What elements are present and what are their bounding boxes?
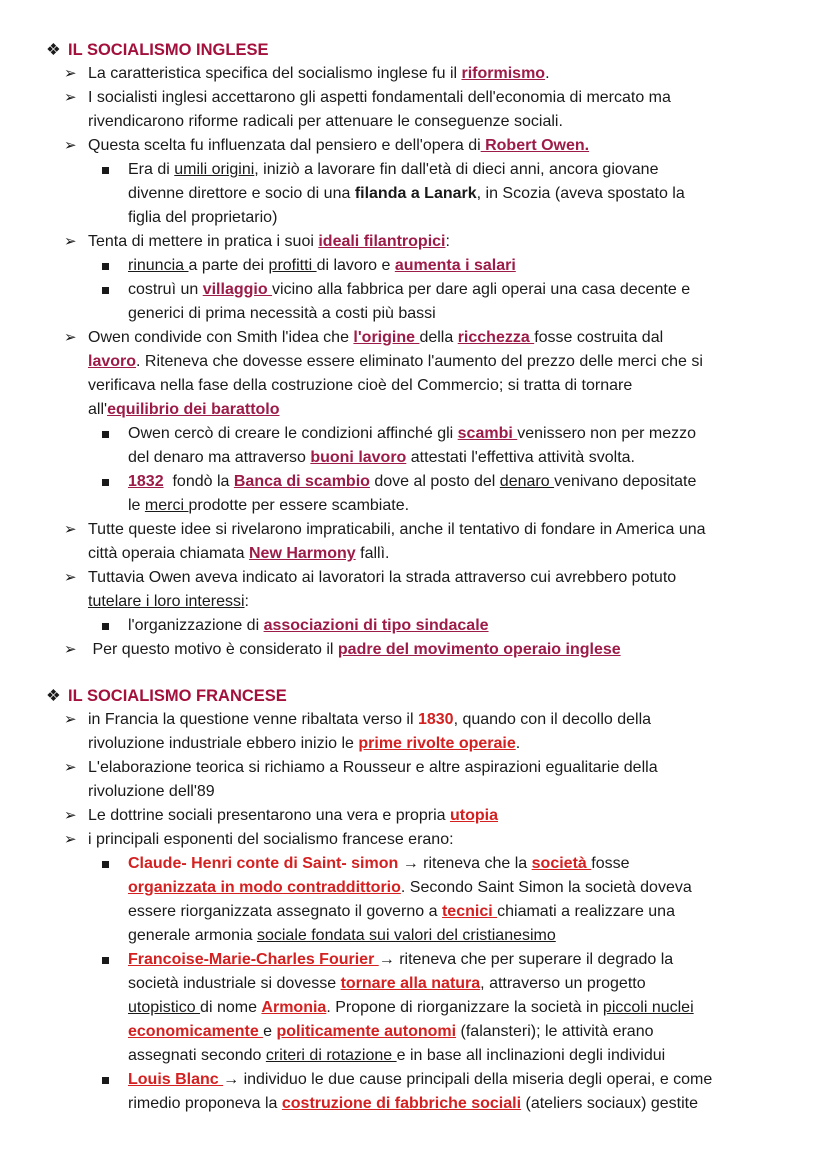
square-bullet-icon — [102, 263, 109, 270]
arrow-bullet-icon: ➢ — [64, 759, 77, 776]
arrow-bullet-icon: ➢ — [64, 233, 77, 250]
document-page: ❖ IL SOCIALISMO INGLESE ➢ La caratteristica specifica del socialismo inglese fu il riformismo. ➢ I socialisti inglesi accettarono gli aspetti fondamentali dell'economia di mercato ma rivendicarono riforme radicali per attenuare le conseguenze sociali. ➢ Questa scelta fu influenzata dal pensiero e dell'opera di Robert Owen. Era di umili origini, iniziò a lavorare fin dall'età di dieci anni, ancora giovane divenne direttore e socio di una filanda a Lanark, in Scozia (aveva spostato la figlia del proprietario) ➢ Tenta di mettere in pratica i suoi ideali filantropici: rinuncia a parte dei profitti di lavoro e aumenta i salari costruì un villaggio vicino alla fabbrica per dare agli operai una casa decente e generici di prima necessità a costi più bassi ➢ Owen condivide con Smith l'idea che l'origine della ricchezza fosse costruita dal lavoro. Riteneva che dovesse essere eliminato l'aumento del prezzo delle merci che si verificava nella fase della costruzione cioè del Commercio; si tratta di tornare all'equilibrio dei barattolo Owen cercò di creare le condizioni affinché gli scambi venissero non per mezzo del denaro ma attraverso buoni lavoro attestati l'effettiva attività svolta. 1832 fondò la Banca di scambio dove al posto del denaro venivano depositate le merci prodotte per essere scambiate. ➢ Tutte queste idee si rivelarono impraticabili, anche il tentativo di fondare in America una città operaia chiamata New Harmony fallì. ➢ Tuttavia Owen aveva indicato ai lavoratori la strada attraverso cui avrebbero potuto tutelare i loro interessi: l'organizzazione di associazioni di tipo sindacale ➢ Per questo motivo è considerato il padre del movimento operaio inglese ❖ IL SOCIALISMO FRANCESE ➢ in Francia la questione venne ribaltata verso il 1830, quando con il decollo della rivoluzione industriale ebbero inizio le prime rivolte operaie. ➢ L'elaborazione teorica si richiamo a Rousseur e altre aspirazioni egualitarie della rivoluzione dell'89 ➢ Le dottrine sociali presentarono una vera e propria utopia ➢ i principali esponenti del socialismo francese erano: Claude- Henri conte di Saint- simon → riteneva che la società fosse organizzata in modo contraddittorio. Secondo Saint Simon la società doveva essere riorganizzata assegnato il governo a tecnici chiamati a realizzare una generale armonia sociale fondata sui valori del cristianesimo Francoise-Marie-Charles Fourier → riteneva che per superare il degrado la società industriale si dovesse tornare alla natura, attraverso un progetto utopistico di nome Armonia. Propone di riorganizzare la società in piccoli nuclei economicamente e politicamente autonomi (falansteri); le attività erano assegnati secondo criteri di rotazione e in base all inclinazioni degli individui Louis Blanc → individuo le due cause principali della miseria degli operai, e come rimedio proponeva la costruzione di fabbriche sociali (ateliers sociaux) gestite — [0, 0, 828, 1169]
keyword: Claude- Henri conte di Saint- simon — [128, 855, 399, 872]
keyword: 1830 — [417, 711, 454, 728]
square-bullet-icon — [102, 167, 109, 174]
keyword: equilibrio dei barattolo — [107, 401, 280, 418]
keyword: riformismo — [461, 65, 546, 82]
keyword: politicamente autonomi — [276, 1023, 457, 1040]
keyword: tecnici — [441, 903, 498, 920]
arrow-bullet-icon: ➢ — [64, 807, 77, 824]
keyword: economicamente — [128, 1023, 264, 1040]
section-title: IL SOCIALISMO FRANCESE — [68, 687, 287, 705]
diamond-bullet-icon: ❖ — [46, 687, 61, 705]
keyword: costruzione di fabbriche sociali — [281, 1095, 522, 1112]
keyword: tornare alla natura — [340, 975, 481, 992]
square-bullet-icon — [102, 957, 109, 964]
keyword: associazioni di tipo sindacale — [263, 617, 489, 634]
arrow-bullet-icon: ➢ — [64, 521, 77, 538]
keyword: Francoise-Marie-Charles Fourier — [128, 951, 379, 968]
arrow-bullet-icon: ➢ — [64, 65, 77, 82]
square-bullet-icon — [102, 1077, 109, 1084]
keyword: Louis Blanc — [128, 1071, 224, 1088]
keyword: villaggio — [202, 281, 273, 298]
keyword: Banca di scambio — [233, 473, 370, 490]
square-bullet-icon — [102, 479, 109, 486]
keyword: ricchezza — [457, 329, 535, 346]
arrow-bullet-icon: ➢ — [64, 831, 77, 848]
arrow-bullet-icon: ➢ — [64, 569, 77, 586]
arrow-bullet-icon: ➢ — [64, 711, 77, 728]
arrow-bullet-icon: ➢ — [64, 641, 77, 658]
keyword: aumenta i salari — [394, 257, 516, 274]
arrow-bullet-icon: ➢ — [64, 137, 77, 154]
keyword: 1832 — [128, 473, 164, 490]
keyword: lavoro — [88, 353, 137, 370]
keyword: organizzata in modo contraddittorio — [128, 879, 401, 896]
keyword: ideali filantropici — [318, 233, 446, 250]
keyword: Robert Owen. — [480, 137, 590, 154]
keyword: Armonia — [261, 999, 327, 1016]
section-title: IL SOCIALISMO INGLESE — [68, 41, 269, 59]
square-bullet-icon — [102, 287, 109, 294]
square-bullet-icon — [102, 431, 109, 438]
diamond-bullet-icon: ❖ — [46, 41, 61, 59]
keyword: l'origine — [353, 329, 420, 346]
keyword: prime rivolte operaie — [358, 735, 516, 752]
keyword: società — [531, 855, 592, 872]
keyword: scambi — [457, 425, 518, 442]
square-bullet-icon — [102, 623, 109, 630]
arrow-bullet-icon: ➢ — [64, 89, 77, 106]
section-heading-francese — [46, 684, 287, 708]
section-heading-inglese — [46, 38, 268, 62]
keyword: buoni lavoro — [310, 449, 407, 466]
keyword: New Harmony — [248, 545, 356, 562]
keyword: padre del movimento operaio inglese — [337, 641, 621, 658]
arrow-bullet-icon: ➢ — [64, 329, 77, 346]
keyword: utopia — [450, 807, 498, 824]
square-bullet-icon — [102, 861, 109, 868]
